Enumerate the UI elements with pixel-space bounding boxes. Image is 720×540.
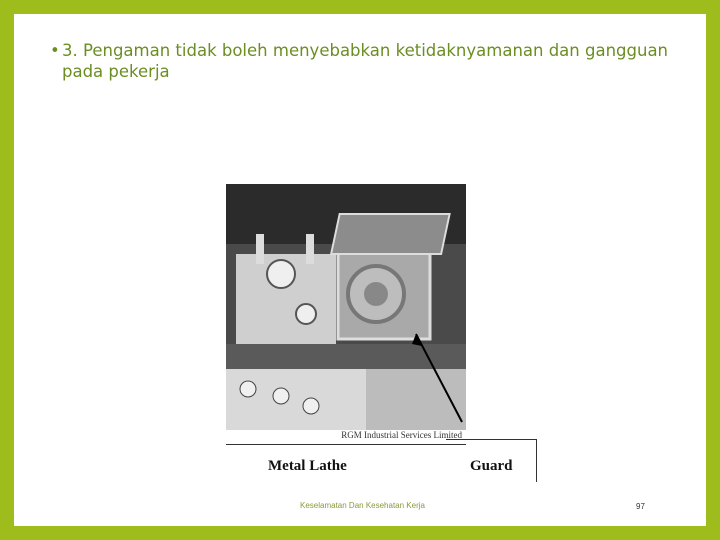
label-guard: Guard — [470, 458, 513, 474]
slide — [14, 14, 706, 526]
label-metal-lathe: Metal Lathe — [268, 458, 347, 474]
bullet-text: 3. Pengaman tidak boleh menyebabkan ketidaknyamanan dan gangguan pada pekerja — [62, 41, 669, 81]
bullet-symbol: • — [50, 41, 60, 60]
lathe-illustration — [226, 184, 466, 430]
page-number: 97 — [636, 502, 645, 511]
image-credit: RGM Industrial Services Limited — [341, 430, 462, 440]
footer-text: Keselamatan Dan Kesehatan Kerja — [300, 501, 425, 510]
bullet-point — [50, 40, 690, 82]
image-credit-bar — [226, 430, 466, 445]
lathe-photo — [226, 184, 466, 430]
